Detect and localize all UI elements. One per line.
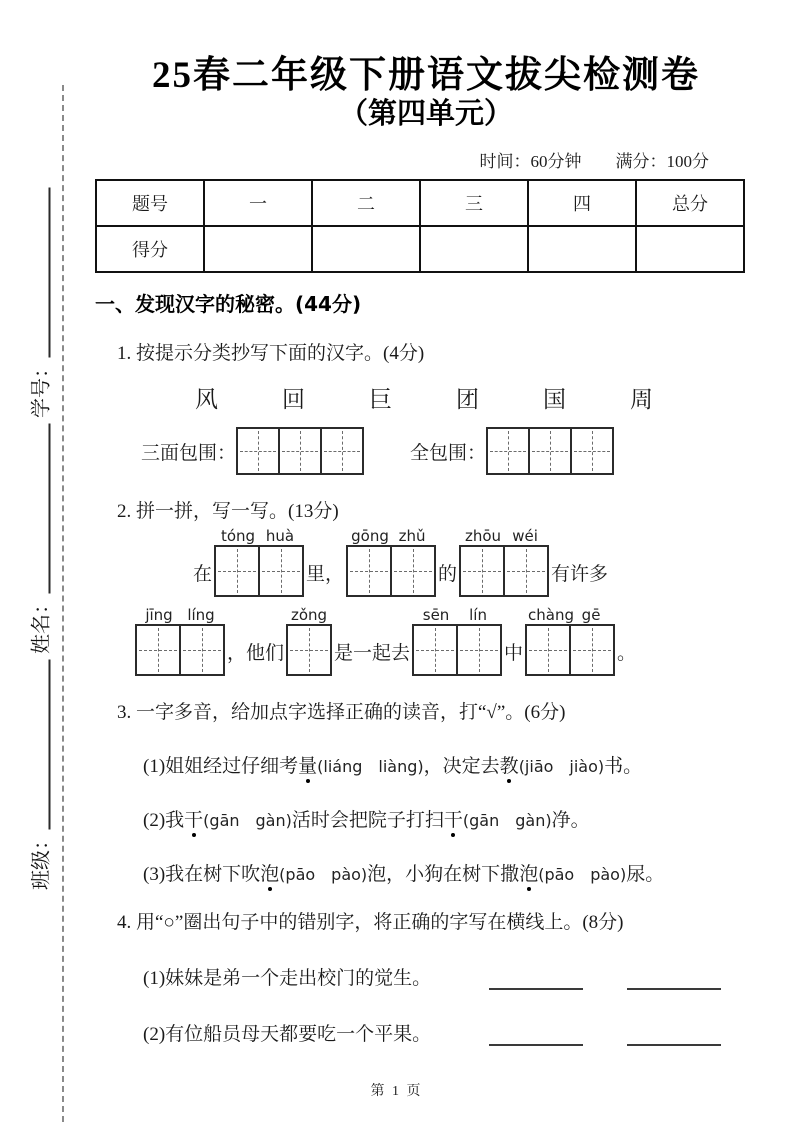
score-row-label: 得分 <box>96 226 204 272</box>
answer-blank-line <box>627 969 721 990</box>
q3-text: 净。 <box>551 810 590 832</box>
q2-text: 在 <box>193 564 213 586</box>
q2-text: 是一起去 <box>334 643 411 665</box>
name-label: 姓名： <box>30 594 52 654</box>
writing-cell <box>392 547 434 595</box>
writing-cell <box>414 626 458 674</box>
dotted-character: 量 <box>298 751 317 778</box>
score-empty-cell <box>204 226 312 272</box>
dotted-character: 泡 <box>260 859 279 886</box>
answer-blank-line <box>627 1025 721 1046</box>
pinyin: jīng <box>145 606 173 625</box>
q2-text: 有许多 <box>551 564 609 586</box>
student-id-label: 学号： <box>30 358 52 418</box>
pinyin-options: (jiāo jiào) <box>518 757 605 777</box>
q3-item-1 <box>143 751 757 778</box>
q1-character: 国 <box>543 387 566 413</box>
q3-text: (1)姐姐经过仔细考 <box>143 756 299 778</box>
q2-pinyin-grid <box>286 606 332 676</box>
answer-blank-line <box>489 969 583 990</box>
page-number: 第 1 页 <box>370 1084 423 1099</box>
writing-cell <box>527 626 571 674</box>
name-blank-line <box>27 424 51 594</box>
writing-cell <box>260 547 302 595</box>
student-info-strip <box>11 114 67 959</box>
q3-prompt: 3. 一字多音，给加点字选择正确的读音，打“√”。(6分) <box>117 702 566 724</box>
writing-cell <box>530 429 572 473</box>
q1-three-side-label: 三面包围： <box>141 442 237 464</box>
writing-cell <box>461 547 505 595</box>
q2-pinyin-grid <box>214 527 304 597</box>
score-table-score-row <box>96 226 744 272</box>
q1-character-row <box>195 381 653 414</box>
q2-pinyin-grid <box>412 606 502 676</box>
q3-text: 尿。 <box>626 864 665 886</box>
time-info: 时间：60分钟 <box>479 152 582 172</box>
dotted-character: 干 <box>444 805 463 832</box>
q1-full-enclose-writing-grid <box>486 427 614 475</box>
writing-cell <box>348 547 392 595</box>
q3-text: ，决定去 <box>423 756 500 778</box>
pinyin: lín <box>469 606 487 625</box>
q4-prompt: 4. 用“○”圈出句子中的错别字，将正确的字写在横线上。(8分) <box>117 912 624 934</box>
pinyin: zhōu <box>465 527 502 546</box>
pinyin: líng <box>187 606 215 625</box>
score-header-cell: 一 <box>204 180 312 226</box>
q1-character: 回 <box>282 387 305 413</box>
pinyin-options: (liáng liàng) <box>317 757 424 777</box>
q3-item-2 <box>143 805 757 832</box>
q2-text: 的 <box>438 564 458 586</box>
pinyin-options: (gān gàn) <box>203 811 292 831</box>
pinyin: gōng <box>351 527 389 546</box>
q3-text: 活时会把院子打扫 <box>291 810 444 832</box>
writing-cell <box>216 547 260 595</box>
q2-pinyin-grid <box>346 527 436 597</box>
q2-pinyin-grid <box>459 527 549 597</box>
writing-cell <box>488 429 530 473</box>
dotted-character: 教 <box>500 751 519 778</box>
writing-cell <box>572 429 612 473</box>
full-score-info: 满分：100分 <box>615 152 709 172</box>
pinyin: zǒng <box>290 606 328 625</box>
q1-character: 周 <box>630 387 653 413</box>
q3-text: (2)我 <box>143 810 185 832</box>
q1-three-side-writing-grid <box>236 427 364 475</box>
pinyin: huà <box>265 527 295 546</box>
writing-cell <box>288 626 330 674</box>
q2-text: 里， <box>306 564 345 586</box>
score-empty-cell <box>636 226 744 272</box>
q4-sentence: (2)有位船员母天都要吃一个平果。 <box>143 1024 432 1046</box>
pinyin: chàng <box>528 606 575 625</box>
q2-pinyin-grid <box>525 606 615 676</box>
q2-text: 中 <box>504 643 524 665</box>
q3-text: 泡，小狗在树下撒 <box>367 864 520 886</box>
pinyin-options: (pāo pào) <box>279 865 368 885</box>
score-table <box>95 179 745 273</box>
paper-subtitle: （第四单元） <box>338 97 513 130</box>
writing-cell <box>137 626 181 674</box>
q3-item-3 <box>143 859 757 886</box>
class-label: 班级： <box>30 830 52 890</box>
q2-sentence-row-1 <box>191 527 757 597</box>
writing-cell <box>280 429 322 473</box>
q2-text: ，他们 <box>227 643 285 665</box>
score-empty-cell <box>420 226 528 272</box>
score-empty-cell <box>312 226 420 272</box>
q1-answer-row <box>141 427 757 475</box>
pinyin: tóng <box>220 527 256 546</box>
q1-character: 团 <box>456 387 479 413</box>
q4-item-2 <box>143 1019 757 1046</box>
q3-text: (3)我在树下吹 <box>143 864 261 886</box>
q2-prompt: 2. 拼一拼，写一写。(13分) <box>117 501 339 523</box>
writing-cell <box>322 429 362 473</box>
q2-pinyin-grid <box>135 606 225 676</box>
q1-character: 巨 <box>369 387 392 413</box>
pinyin: gē <box>581 606 601 625</box>
score-table-header-row <box>96 180 744 226</box>
pinyin: zhǔ <box>398 527 426 546</box>
q4-sentence: (1)妹妹是弟一个走出校门的觉生。 <box>143 968 432 990</box>
dotted-character: 泡 <box>519 859 538 886</box>
pinyin-options: (gān gàn) <box>462 811 552 831</box>
exam-info-line <box>95 147 757 172</box>
score-header-cell: 四 <box>528 180 636 226</box>
writing-cell <box>181 626 223 674</box>
paper-title: 25春二年级下册语文拔尖检测卷 <box>152 55 700 96</box>
class-blank-line <box>27 660 51 830</box>
writing-cell <box>505 547 547 595</box>
q1-character: 风 <box>195 387 218 413</box>
answer-blank-line <box>489 1025 583 1046</box>
score-header-cell: 二 <box>312 180 420 226</box>
score-header-cell: 题号 <box>96 180 204 226</box>
writing-cell <box>571 626 613 674</box>
paper-body <box>95 0 757 1046</box>
q4-answer-blanks <box>489 969 757 990</box>
pinyin: wéi <box>512 527 538 546</box>
q2-text: 。 <box>617 643 637 665</box>
student-id-blank-line <box>27 188 51 358</box>
score-header-cell: 三 <box>420 180 528 226</box>
dotted-character: 干 <box>184 805 203 832</box>
writing-cell <box>458 626 500 674</box>
q4-item-1 <box>143 963 757 990</box>
score-header-cell: 总分 <box>636 180 744 226</box>
q2-sentence-row-2 <box>135 606 757 676</box>
section-one-heading: 一、发现汉字的秘密。(44分) <box>95 292 362 317</box>
pinyin: sēn <box>422 606 450 625</box>
q4-answer-blanks <box>489 1025 757 1046</box>
q1-full-enclose-label: 全包围： <box>410 442 487 464</box>
score-empty-cell <box>528 226 636 272</box>
writing-cell <box>238 429 280 473</box>
pinyin-options: (pāo pào) <box>538 865 627 885</box>
q1-prompt: 1. 按提示分类抄写下面的汉字。(4分) <box>117 343 425 365</box>
q3-text: 书。 <box>604 756 643 778</box>
